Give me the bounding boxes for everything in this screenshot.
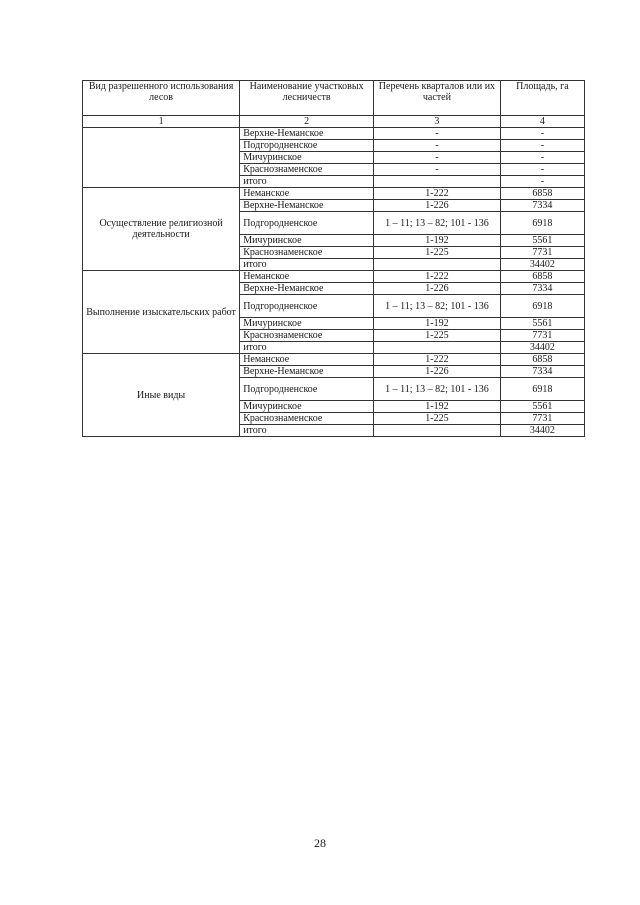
area-cell: 6918 [500, 295, 584, 318]
area-cell: 7731 [500, 330, 584, 342]
forestry-name-cell: Верхне-Неманское [240, 200, 374, 212]
table-row [83, 128, 585, 140]
header-cell: Перечень кварталов или их частей [374, 81, 501, 116]
use-type-cell: Иные виды [83, 354, 240, 437]
header-cell: Наименование участковых лесничеств [240, 81, 374, 116]
area-cell: 5561 [500, 318, 584, 330]
quarters-cell: 1-225 [374, 413, 501, 425]
area-cell: - [500, 152, 584, 164]
quarters-cell: 1 – 11; 13 – 82; 101 - 136 [374, 295, 501, 318]
header-cell: Площадь, га [500, 81, 584, 116]
forestry-name-cell: Верхне-Неманское [240, 366, 374, 378]
forestry-name-cell: Мичуринское [240, 152, 374, 164]
forestry-name-cell: Верхне-Неманское [240, 283, 374, 295]
forestry-name-cell: итого [240, 425, 374, 437]
use-type-cell: Осуществление религиозной деятельности [83, 188, 240, 271]
table-row [83, 354, 585, 366]
quarters-cell [374, 259, 501, 271]
quarters-cell: 1-226 [374, 366, 501, 378]
forestry-name-cell: Краснознаменское [240, 164, 374, 176]
area-cell: 6858 [500, 271, 584, 283]
quarters-cell: 1-222 [374, 354, 501, 366]
forestry-name-cell: Краснознаменское [240, 330, 374, 342]
quarters-cell: 1-225 [374, 247, 501, 259]
area-cell: 7334 [500, 283, 584, 295]
column-number: 3 [374, 116, 501, 128]
area-cell: 5561 [500, 401, 584, 413]
quarters-cell: 1 – 11; 13 – 82; 101 - 136 [374, 378, 501, 401]
area-cell: - [500, 140, 584, 152]
table-row [83, 188, 585, 200]
quarters-cell: - [374, 152, 501, 164]
forestry-name-cell: Мичуринское [240, 235, 374, 247]
area-cell: 34402 [500, 425, 584, 437]
forestry-name-cell: Подгородненское [240, 212, 374, 235]
quarters-cell: 1-226 [374, 200, 501, 212]
forestry-name-cell: Подгородненское [240, 378, 374, 401]
area-cell: 6858 [500, 354, 584, 366]
quarters-cell: 1-225 [374, 330, 501, 342]
quarters-cell: 1-222 [374, 188, 501, 200]
area-cell: - [500, 164, 584, 176]
area-cell: 5561 [500, 235, 584, 247]
quarters-cell: 1-192 [374, 318, 501, 330]
quarters-cell: 1-222 [374, 271, 501, 283]
column-number-row [83, 116, 585, 128]
area-cell: 7334 [500, 366, 584, 378]
page-number: 28 [314, 836, 326, 850]
quarters-cell: - [374, 140, 501, 152]
area-cell: 7731 [500, 247, 584, 259]
forestry-name-cell: Подгородненское [240, 140, 374, 152]
quarters-cell [374, 342, 501, 354]
forestry-name-cell: итого [240, 259, 374, 271]
quarters-cell: - [374, 128, 501, 140]
forestry-name-cell: Мичуринское [240, 318, 374, 330]
area-cell: 7731 [500, 413, 584, 425]
quarters-cell: 1 – 11; 13 – 82; 101 - 136 [374, 212, 501, 235]
area-cell: 7334 [500, 200, 584, 212]
area-cell: 34402 [500, 259, 584, 271]
forestry-name-cell: Верхне-Неманское [240, 128, 374, 140]
header-row [83, 81, 585, 116]
use-type-cell: Выполнение изыскательских работ [83, 271, 240, 354]
area-cell: - [500, 128, 584, 140]
quarters-cell [374, 425, 501, 437]
forestry-name-cell: итого [240, 342, 374, 354]
area-cell: 6918 [500, 212, 584, 235]
column-number: 4 [500, 116, 584, 128]
column-number: 2 [240, 116, 374, 128]
quarters-cell: 1-192 [374, 401, 501, 413]
forestry-name-cell: Неманское [240, 188, 374, 200]
area-cell: - [500, 176, 584, 188]
area-cell: 6918 [500, 378, 584, 401]
area-cell: 6858 [500, 188, 584, 200]
column-number: 1 [83, 116, 240, 128]
forest-use-table [82, 80, 585, 437]
quarters-cell [374, 176, 501, 188]
area-cell: 34402 [500, 342, 584, 354]
use-type-cell [83, 128, 240, 188]
forestry-name-cell: Краснознаменское [240, 413, 374, 425]
header-cell: Вид разрешенного использования лесов [83, 81, 240, 116]
quarters-cell: 1-226 [374, 283, 501, 295]
forestry-name-cell: Неманское [240, 271, 374, 283]
quarters-cell: 1-192 [374, 235, 501, 247]
table-row [83, 271, 585, 283]
forestry-name-cell: Краснознаменское [240, 247, 374, 259]
forestry-name-cell: Подгородненское [240, 295, 374, 318]
forestry-name-cell: итого [240, 176, 374, 188]
quarters-cell: - [374, 164, 501, 176]
forestry-name-cell: Мичуринское [240, 401, 374, 413]
forestry-name-cell: Неманское [240, 354, 374, 366]
